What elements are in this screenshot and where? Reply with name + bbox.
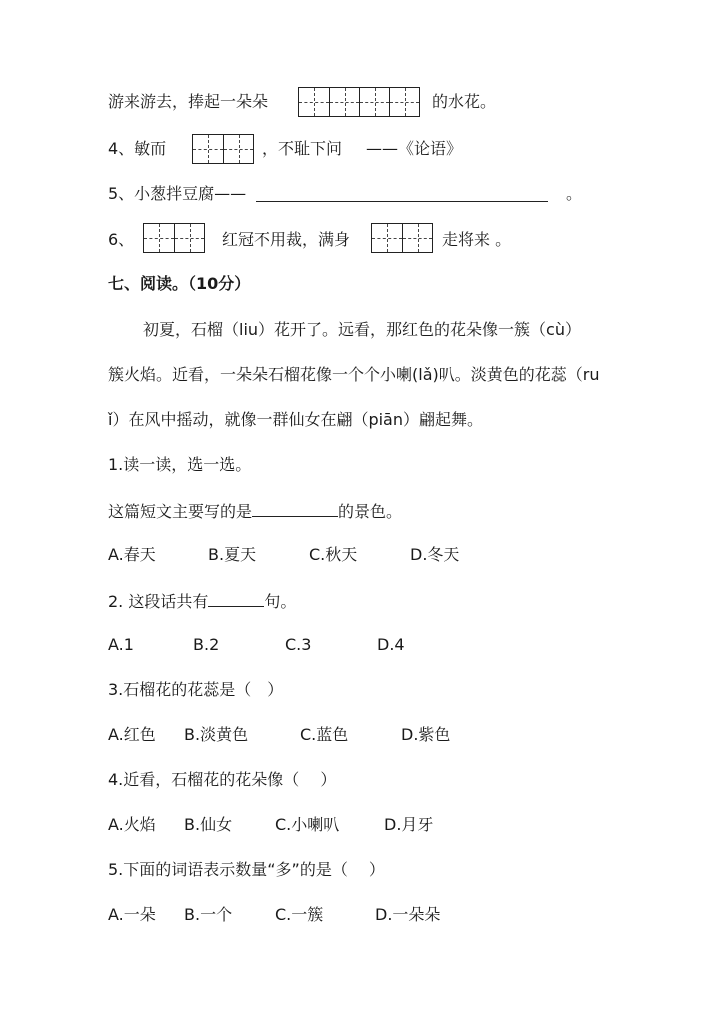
option-b[interactable]: B.一个 (184, 905, 233, 924)
q5-answer-line[interactable] (256, 201, 548, 202)
question-2-title (108, 588, 296, 612)
writing-cell[interactable] (193, 135, 223, 163)
option-a[interactable]: A.火焰 (108, 815, 156, 834)
option-c[interactable]: C.蓝色 (300, 725, 349, 744)
question-3-title: 3.石榴花的花蕊是（ ） (108, 680, 284, 699)
option-d[interactable]: D.一朵朵 (375, 905, 441, 924)
option-c[interactable]: C.一簇 (275, 905, 324, 924)
writing-cell[interactable] (223, 135, 253, 163)
question-2-end: 句。 (264, 592, 297, 611)
option-b[interactable]: B.夏天 (208, 545, 257, 564)
q3-line-start: 游来游去，捧起一朵朵 (108, 92, 269, 111)
writing-cell[interactable] (174, 224, 204, 252)
option-b[interactable]: B.仙女 (184, 815, 233, 834)
option-d[interactable]: D.冬天 (410, 545, 460, 564)
question-2-start: 2. 这段话共有 (108, 592, 209, 611)
writing-cell[interactable] (299, 88, 329, 116)
option-a[interactable]: A.红色 (108, 725, 156, 744)
q4-text-after: ，不耻下问 (262, 139, 343, 158)
question-1-prompt (108, 498, 402, 522)
option-a[interactable]: A.春天 (108, 545, 156, 564)
question-1-title: 1.读一读，选一选。 (108, 455, 252, 474)
q5-end: 。 (566, 184, 583, 203)
passage-line-1: 初夏，石榴（liu）花开了。远看，那红色的花朵像一簇（cù） (143, 320, 581, 339)
writing-cell[interactable] (329, 88, 359, 116)
question-5-title: 5.下面的词语表示数量“多”的是（ ） (108, 860, 385, 879)
option-c[interactable]: C.秋天 (309, 545, 358, 564)
passage-line-3: ǐ）在风中摇动，就像一群仙女在翩（piān）翩起舞。 (108, 410, 483, 429)
question-1-prompt-start: 这篇短文主要写的是 (108, 502, 253, 521)
q4-writing-grid[interactable] (192, 134, 254, 164)
q6-writing-grid-1[interactable] (143, 223, 205, 253)
writing-cell[interactable] (402, 224, 432, 252)
q5-label: 5、小葱拌豆腐—— (108, 184, 247, 203)
q3-line-end: 的水花。 (432, 92, 497, 111)
option-d[interactable]: D.月牙 (384, 815, 434, 834)
option-c[interactable]: C.3 (285, 635, 312, 654)
option-b[interactable]: B.2 (193, 635, 220, 654)
option-a[interactable]: A.一朵 (108, 905, 156, 924)
option-c[interactable]: C.小喇叭 (275, 815, 340, 834)
passage-line-2: 簇火焰。近看，一朵朵石榴花像一个个小喇(lǎ)叭。淡黄色的花蕊（ru (108, 365, 600, 384)
question-4-title: 4.近看，石榴花的花朵像（ ） (108, 770, 337, 789)
q4-label: 4、敏而 (108, 139, 167, 158)
option-d[interactable]: D.4 (377, 635, 405, 654)
section-title: 七、阅读。（10分） (108, 274, 251, 293)
answer-blank[interactable] (252, 498, 338, 517)
writing-cell[interactable] (389, 88, 419, 116)
option-a[interactable]: A.1 (108, 635, 134, 654)
q6-text-end: 走将来 。 (442, 230, 512, 249)
q4-source: ——《论语》 (366, 139, 463, 158)
q6-writing-grid-2[interactable] (371, 223, 433, 253)
option-d[interactable]: D.紫色 (401, 725, 451, 744)
writing-cell[interactable] (144, 224, 174, 252)
option-b[interactable]: B.淡黄色 (184, 725, 249, 744)
writing-cell[interactable] (372, 224, 402, 252)
answer-blank[interactable] (208, 588, 264, 607)
q3-writing-grid[interactable] (298, 87, 420, 117)
writing-cell[interactable] (359, 88, 389, 116)
q6-label: 6、 (108, 230, 135, 249)
question-1-prompt-end: 的景色。 (338, 502, 403, 521)
q6-text-middle: 红冠不用裁，满身 (222, 230, 351, 249)
